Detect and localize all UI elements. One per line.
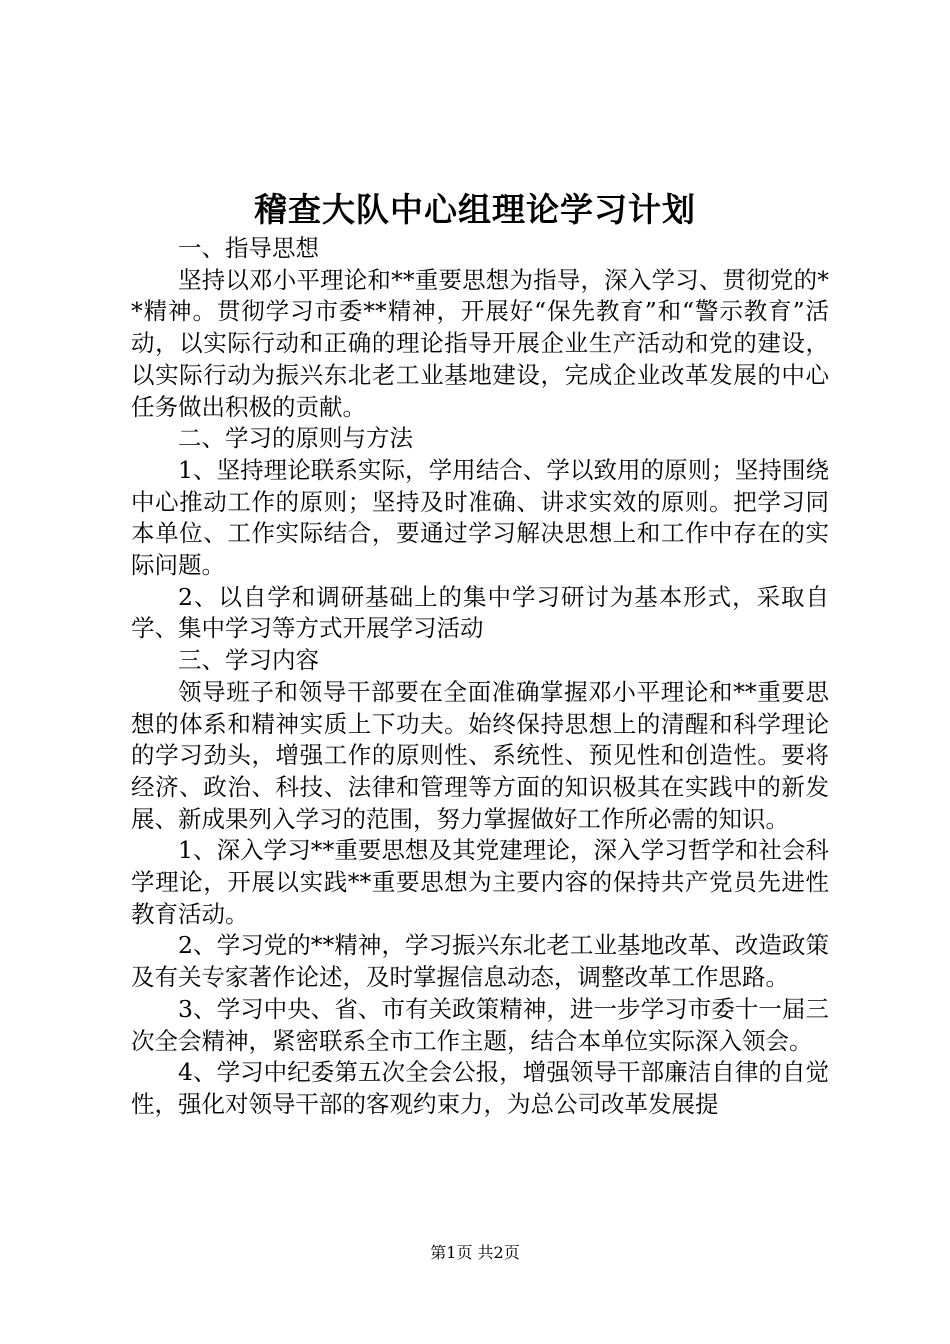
section-heading-guiding-thought: 一、指导思想 [178,234,319,262]
paragraph-principle-1: 1、坚持理论联系实际，学用结合、学以致用的原则；坚持围绕中心推动工作的原则；坚持及时准确、讲求实效的原则。把学习同本单位、工作实际结合，要通过学习解决思想上和工作中存在的实际问题。 [131,455,829,580]
paragraph-guiding-thought: 坚持以邓小平理论和**重要思想为指导，深入学习、贯彻党的**精神。贯彻学习市委**精神，开展好“保先教育”和“警示教育”活动，以实际行动和正确的理论指导开展企业生产活动和党的建设，以实际行动为振兴东北老工业基地建设，完成企业改革发展的中心任务做出积极的贡献。 [131,265,829,421]
paragraph-content-1: 1、深入学习**重要思想及其党建理论，深入学习哲学和社会科学理论，开展以实践**重要思想为主要内容的保持共产党员先进性教育活动。 [131,836,829,928]
paragraph-content-4: 4、学习中纪委第五次全会公报，增强领导干部廉洁自律的自觉性，强化对领导干部的客观约束力，为总公司改革发展提 [131,1058,829,1118]
paragraph-principle-2: 2、以自学和调研基础上的集中学习研讨为基本形式，采取自学、集中学习等方式开展学习活动 [131,582,829,643]
paragraph-content-2: 2、学习党的**精神，学习振兴东北老工业基地改革、改造政策及有关专家著作论述，及时掌握信息动态，调整改革工作思路。 [131,931,829,992]
document-title: 稽查大队中心组理论学习计划 [254,190,696,229]
page-number-footer: 第1页 共2页 [430,1243,520,1262]
section-heading-content: 三、学习内容 [178,646,319,675]
paragraph-content-3: 3、学习中央、省、市有关政策精神，进一步学习市委十一届三次全会精神，紧密联系全市工作主题，结合本单位实际深入领会。 [131,994,829,1055]
paragraph-content-intro: 领导班子和领导干部要在全面准确掌握邓小平理论和**重要思想的体系和精神实质上下功夫。始终保持思想上的清醒和科学理论的学习劲头，增强工作的原则性、系统性、预见性和创造性。要将经济、政治、科技、法律和管理等方面的知识极其在实践中的新发展、新成果列入学习的范围，努力掌握做好工作所必需的知识。 [131,677,829,833]
document-body [131,233,829,1121]
section-heading-principles: 二、学习的原则与方法 [178,424,413,453]
